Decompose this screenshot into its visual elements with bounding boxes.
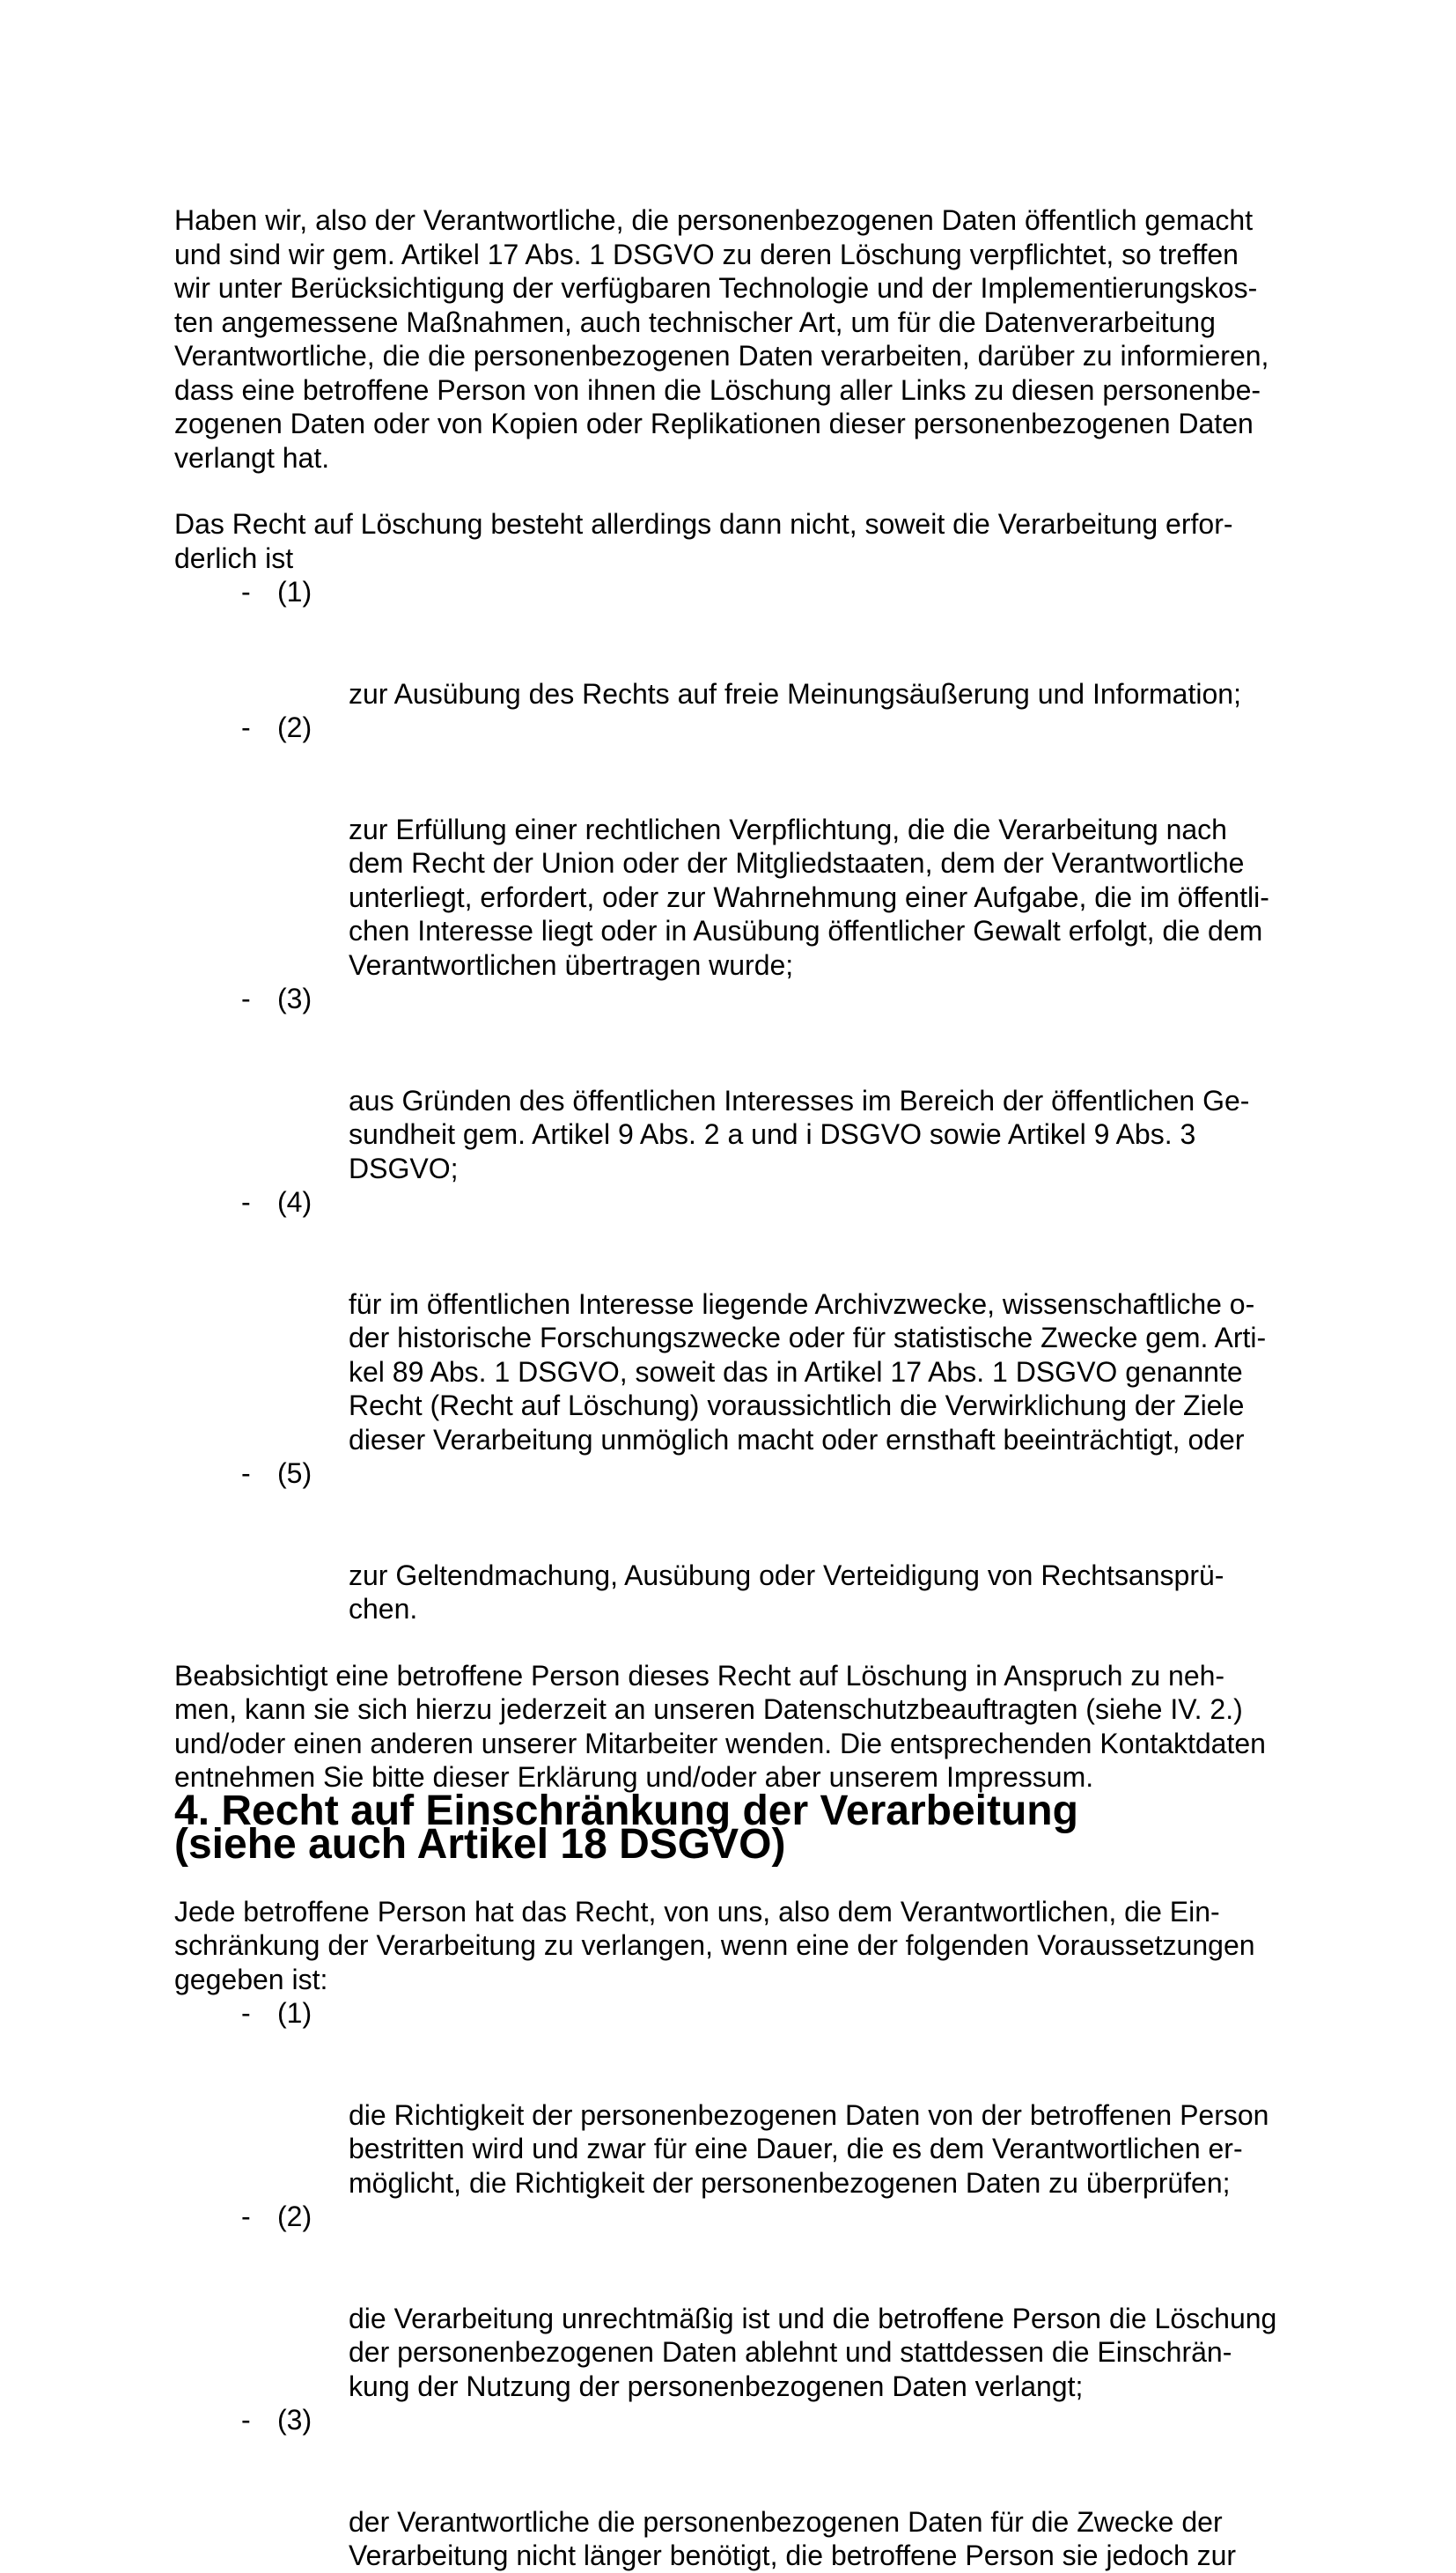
list-item-text: zur Geltendmachung, Ausübung oder Verteidigung von Rechtsansprü- chen. (349, 1559, 1224, 1625)
list-dash: - (241, 711, 251, 743)
list-item-text: für im öffentlichen Interesse liegende Archivzwecke, wissenschaftliche o- der historische Forschungszwecke oder für statistische Zwecke gem. Arti- kel 89 Abs. 1 DSGVO, soweit das in Artikel 17 Abs. 1 DSGVO genannte Recht (Recht auf Löschung) voraussichtlich die Verwirklichung der Ziele dieser Verarbeitung unmöglich macht oder ernsthaft beeinträchtigt, oder (349, 1287, 1267, 1456)
list-number: (3) (277, 983, 313, 1014)
list-item-text: die Verarbeitung unrechtmäßig ist und die betroffene Person die Löschung der personenbezogenen Daten ablehnt und stattdessen die Einschrän- kung der Nutzung der personenbezogenen Daten verlangt; (349, 2302, 1277, 2402)
paragraph-restriction-intro: Jede betroffene Person hat das Recht, von uns, also dem Verantwortlichen, die Ein- schränkung der Verarbeitung zu verlangen, wenn eine der folgenden Voraussetzungen gegeben ist: (174, 1895, 1255, 1995)
list-number: (5) (277, 1457, 313, 1489)
list-item-text: zur Ausübung des Rechts auf freie Meinungsäußerung und Information; (349, 677, 1241, 710)
list-item (174, 1456, 1327, 1626)
list-dash: - (241, 1997, 251, 2029)
list-item-text: die Richtigkeit der personenbezogenen Daten von der betroffenen Person bestritten wird und zwar für eine Dauer, die es dem Verantwortlichen er- möglicht, die Richtigkeit der personenbezogenen Daten zu überprüfen; (349, 2098, 1269, 2199)
list-item (174, 575, 1327, 711)
list-item (174, 982, 1327, 1185)
list-dash: - (241, 1457, 251, 1489)
list-number: (1) (277, 576, 313, 608)
section-heading: 4. Recht auf Einschränkung der Verarbeitung (siehe auch Artikel 18 DSGVO) (174, 1787, 1078, 1868)
restriction-conditions-list (174, 1996, 1327, 2573)
list-item-text: zur Erfüllung einer rechtlichen Verpflichtung, die die Verarbeitung nach dem Recht der Union oder der Mitgliedstaaten, dem der Verantwortliche unterliegt, erfordert, oder zur Wahrnehmung einer Aufgabe, die im öffentli- chen Interesse liegt oder in Ausübung öffentlicher Gewalt erfolgt, die dem Verantwortlichen übertragen wurde; (349, 813, 1269, 981)
list-item (174, 711, 1327, 982)
erasure-exceptions-list (174, 575, 1327, 1626)
list-number: (2) (277, 2201, 313, 2232)
paragraph-contact-dpo: Beabsichtigt eine betroffene Person dieses Recht auf Löschung in Anspruch zu neh- men, kann sie sich hierzu jederzeit an unseren Datenschutzbeauftragten (siehe IV. 2.) und/oder einen anderen unserer Mitarbeiter wenden. Die entsprechenden Kontaktdaten entnehmen Sie bitte dieser Erklärung und/oder aber unserem Impressum. (174, 1659, 1266, 1793)
list-item (174, 2403, 1327, 2573)
list-dash: - (241, 576, 251, 608)
list-number: (3) (277, 2404, 313, 2436)
list-item (174, 2200, 1327, 2403)
list-number: (2) (277, 711, 313, 743)
document-body (174, 203, 1327, 2573)
list-dash: - (241, 983, 251, 1014)
list-number: (4) (277, 1186, 313, 1218)
paragraph-public-data-erasure: Haben wir, also der Verantwortliche, die personenbezogenen Daten öffentlich gemacht und sind wir gem. Artikel 17 Abs. 1 DSGVO zu deren Löschung verpflichtet, so treffen wir unter Berücksichtigung der verfügbaren Technologie und der Implementierungskos- ten angemessene Maßnahmen, auch technischer Art, um für die Datenverarbeitung Verantwortliche, die die personenbezogenen Daten verarbeiten, darüber zu informieren, dass eine betroffene Person von ihnen die Löschung aller Links zu diesen personenbe- zogenen Daten oder von Kopien oder Replikationen dieser personenbezogenen Daten verlangt hat. (174, 204, 1269, 474)
list-item-text: aus Gründen des öffentlichen Interesses im Bereich der öffentlichen Ge- sundheit gem. Artikel 9 Abs. 2 a und i DSGVO sowie Artikel 9 Abs. 3 DSGVO; (349, 1084, 1250, 1184)
list-dash: - (241, 2201, 251, 2232)
list-item (174, 1185, 1327, 1456)
list-item-text: der Verantwortliche die personenbezogenen Daten für die Zwecke der Verarbeitung nicht länger benötigt, die betroffene Person sie jedoch zur (349, 2505, 1237, 2571)
list-dash: - (241, 1186, 251, 1218)
list-number: (1) (277, 1997, 313, 2029)
list-dash: - (241, 2404, 251, 2436)
list-item (174, 1996, 1327, 2200)
paragraph-erasure-exceptions-intro: Das Recht auf Löschung besteht allerdings dann nicht, soweit die Verarbeitung erfor- derlich ist (174, 508, 1233, 574)
